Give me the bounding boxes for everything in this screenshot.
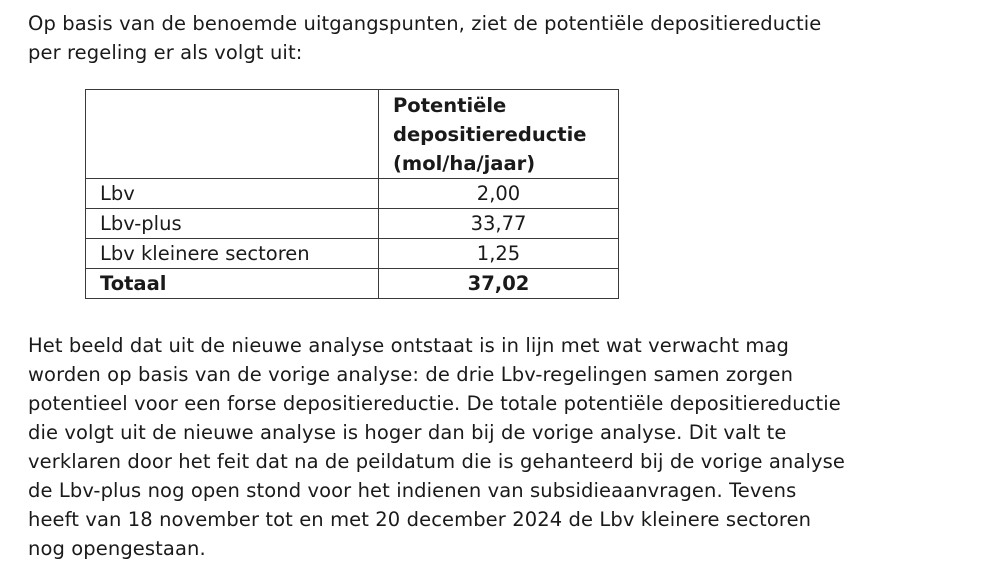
body-line: die volgt uit de nieuwe analyse is hoger dan bij de vorige analyse. Dit valt te	[28, 421, 787, 444]
intro-line: Op basis van de benoemde uitgangspunten, ziet de potentiële depositiereductie	[28, 12, 822, 35]
header-value-line: (mol/ha/jaar)	[393, 152, 536, 175]
total-label-cell: Totaal	[86, 269, 379, 299]
row-label-cell: Lbv kleinere sectoren	[86, 239, 379, 269]
body-line: nog opengestaan.	[28, 537, 206, 560]
total-value-cell: 37,02	[379, 269, 619, 299]
body-line: potentieel voor een forse depositiereductie. De totale potentiële depositiereductie	[28, 392, 841, 415]
body-line: verklaren door het feit dat na de peildatum die is gehanteerd bij de vorige analyse	[28, 450, 845, 473]
body-line: Het beeld dat uit de nieuwe analyse ontstaat is in lijn met wat verwacht mag	[28, 334, 790, 357]
body-line: de Lbv-plus nog open stond voor het indienen van subsidieaanvragen. Tevens	[28, 479, 797, 502]
table-header-row	[86, 90, 619, 179]
row-value-cell: 1,25	[379, 239, 619, 269]
table-row	[86, 239, 619, 269]
table-row	[86, 179, 619, 209]
deposition-reduction-table	[85, 89, 619, 299]
row-label-cell: Lbv	[86, 179, 379, 209]
body-paragraph	[28, 331, 968, 563]
row-value-cell: 33,77	[379, 209, 619, 239]
header-value-cell	[379, 90, 619, 179]
body-line: worden op basis van de vorige analyse: de drie Lbv-regelingen samen zorgen	[28, 363, 794, 386]
row-value-cell: 2,00	[379, 179, 619, 209]
header-value-line: depositiereductie	[393, 123, 587, 146]
body-line: heeft van 18 november tot en met 20 december 2024 de Lbv kleinere sectoren	[28, 508, 812, 531]
header-label-cell	[86, 90, 379, 179]
intro-paragraph	[28, 9, 968, 67]
header-value-line: Potentiële	[393, 94, 507, 117]
table-total-row	[86, 269, 619, 299]
intro-line: per regeling er als volgt uit:	[28, 41, 303, 64]
row-label-cell: Lbv-plus	[86, 209, 379, 239]
table-row	[86, 209, 619, 239]
